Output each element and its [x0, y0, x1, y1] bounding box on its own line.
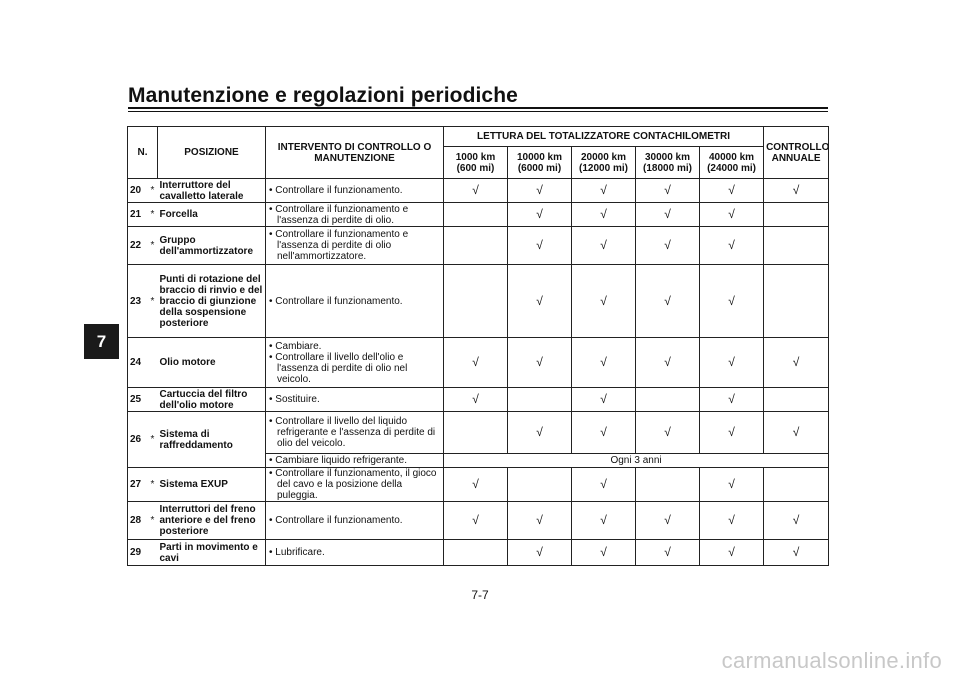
table-row [128, 265, 829, 338]
bullet-icon: • [269, 229, 276, 240]
check-cell [636, 540, 700, 566]
row-star: * [148, 265, 158, 338]
check-cell [508, 338, 572, 388]
row-position: Punti di rotazione del braccio di rinvio e del braccio di giunzione della sospensione posteriore [158, 265, 266, 338]
action-item [268, 352, 441, 385]
row-star: * [148, 502, 158, 540]
check-mark-icon: √ [536, 238, 543, 252]
table-row [128, 412, 829, 454]
check-mark-icon: √ [472, 355, 479, 369]
check-cell [700, 338, 764, 388]
check-mark-icon: √ [600, 355, 607, 369]
check-mark-icon: √ [600, 513, 607, 527]
check-cell [572, 179, 636, 203]
bullet-icon: • [269, 295, 276, 307]
row-position: Olio motore [158, 338, 266, 388]
table-row [128, 540, 829, 566]
check-cell [636, 388, 700, 412]
check-mark-icon: √ [728, 513, 735, 527]
check-mark-icon: √ [664, 293, 671, 308]
bullet-icon: • [269, 185, 276, 196]
check-mark-icon: √ [600, 238, 607, 252]
interval-mi: (24000 mi) [707, 162, 756, 174]
action-item [268, 341, 441, 352]
check-cell [764, 502, 829, 540]
action-text: Controllare il funzionamento, il gioco del cavo e la posizione della puleggia. [275, 468, 437, 501]
table-row [128, 388, 829, 412]
bullet-icon: • [269, 416, 276, 427]
check-cell [700, 502, 764, 540]
check-cell [572, 227, 636, 265]
check-cell [508, 502, 572, 540]
check-cell [700, 265, 764, 338]
check-cell [764, 412, 829, 454]
bullet-icon: • [269, 340, 276, 352]
check-cell [636, 468, 700, 502]
check-cell [444, 179, 508, 203]
interval-km: 40000 km [709, 151, 755, 163]
check-mark-icon: √ [728, 425, 735, 439]
table-row [128, 338, 829, 388]
row-star: * [148, 412, 158, 468]
check-mark-icon: √ [728, 293, 735, 308]
table-row [128, 227, 829, 265]
header-interval-2 [572, 147, 636, 179]
check-cell [572, 338, 636, 388]
check-cell [572, 388, 636, 412]
check-mark-icon: √ [728, 183, 735, 197]
row-number: 21 [128, 203, 148, 227]
check-cell [764, 227, 829, 265]
check-cell [764, 468, 829, 502]
check-cell [508, 540, 572, 566]
check-mark-icon: √ [664, 513, 671, 527]
check-mark-icon: √ [728, 355, 735, 369]
header-interval-1 [508, 147, 572, 179]
row-number: 25 [128, 388, 148, 412]
action-text: Lubrificare. [275, 547, 325, 558]
check-cell [444, 203, 508, 227]
interval-mi: (18000 mi) [643, 162, 692, 174]
check-mark-icon: √ [728, 477, 735, 491]
check-mark-icon: √ [600, 392, 607, 406]
row-number: 29 [128, 540, 148, 566]
action-item [268, 547, 441, 558]
row-actions [266, 502, 444, 540]
check-cell [764, 203, 829, 227]
check-mark-icon: √ [536, 513, 543, 527]
action-text: Controllare il funzionamento e l'assenza di perdite di olio. [275, 203, 409, 226]
check-cell [636, 412, 700, 454]
action-item [268, 394, 441, 405]
row-position: Cartuccia del filtro dell'olio motore [158, 388, 266, 412]
check-cell [508, 412, 572, 454]
check-mark-icon: √ [600, 425, 607, 439]
check-mark-icon: √ [728, 392, 735, 406]
row-number: 26 [128, 412, 148, 468]
interval-km: 10000 km [516, 151, 563, 163]
check-mark-icon: √ [664, 425, 671, 439]
check-mark-icon: √ [664, 355, 671, 369]
check-cell [764, 265, 829, 338]
bullet-icon: • [269, 468, 276, 479]
check-cell [700, 203, 764, 227]
check-cell [572, 540, 636, 566]
row-number: 23 [128, 265, 148, 338]
row-number: 22 [128, 227, 148, 265]
row-actions [266, 179, 444, 203]
check-mark-icon: √ [792, 425, 800, 439]
check-cell [700, 468, 764, 502]
header-interval-0 [444, 147, 508, 179]
row-star [148, 388, 158, 412]
page-number: 7-7 [471, 588, 489, 602]
check-cell [444, 338, 508, 388]
row-star: * [148, 227, 158, 265]
header-n: N. [128, 127, 158, 179]
bullet-icon: • [269, 455, 276, 466]
table-row [128, 468, 829, 502]
check-cell [572, 412, 636, 454]
action-item [268, 204, 441, 226]
table-row [128, 502, 829, 540]
check-mark-icon: √ [472, 392, 479, 406]
check-mark-icon: √ [472, 183, 479, 197]
row-position: Interruttori del freno anteriore e del freno posteriore [158, 502, 266, 540]
action-text: Cambiare liquido refrigerante. [275, 455, 408, 466]
check-mark-icon: √ [792, 545, 800, 559]
action-text: Sostituire. [275, 394, 320, 405]
row-star: * [148, 179, 158, 203]
check-cell [508, 468, 572, 502]
row-star [148, 540, 158, 566]
check-cell [764, 179, 829, 203]
check-mark-icon: √ [600, 207, 607, 221]
row-actions [266, 265, 444, 338]
row-actions [266, 412, 444, 454]
bullet-icon: • [269, 547, 276, 558]
header-annual-line2: ANNUALE [771, 152, 821, 164]
header-position: POSIZIONE [158, 127, 266, 179]
check-mark-icon: √ [792, 355, 800, 369]
action-text: Controllare il funzionamento e l'assenza di perdite di olio nell'ammortizzatore. [275, 229, 409, 262]
bullet-icon: • [269, 203, 276, 215]
check-cell [444, 540, 508, 566]
action-text: Controllare il funzionamento. [275, 295, 403, 307]
check-mark-icon: √ [792, 513, 800, 527]
check-mark-icon: √ [792, 183, 800, 197]
check-cell [636, 338, 700, 388]
check-cell [636, 502, 700, 540]
page-title: Manutenzione e regolazioni periodiche [128, 84, 518, 107]
check-cell [636, 227, 700, 265]
action-text: Controllare il livello del liquido refrigerante e l'assenza di perdite di olio del veicolo. [275, 416, 436, 449]
interval-mi: (600 mi) [456, 162, 495, 174]
check-mark-icon: √ [536, 293, 543, 308]
header-odometer: LETTURA DEL TOTALIZZATORE CONTACHILOMETRI [444, 127, 764, 147]
check-mark-icon: √ [664, 545, 671, 559]
row-position: Gruppo dell'ammortizzatore [158, 227, 266, 265]
check-cell [444, 388, 508, 412]
row-position: Interruttore del cavalletto laterale [158, 179, 266, 203]
row-actions [266, 454, 444, 468]
title-rule-thin [128, 111, 828, 112]
check-cell [700, 179, 764, 203]
action-text: Controllare il livello dell'olio e l'assenza di perdite di olio nel veicolo. [275, 351, 408, 385]
row-star: * [148, 203, 158, 227]
table-row [128, 203, 829, 227]
check-mark-icon: √ [536, 183, 543, 197]
action-item [268, 455, 441, 466]
check-cell [508, 203, 572, 227]
header-annual [764, 127, 829, 179]
action-item [268, 515, 441, 526]
header-interval-4 [700, 147, 764, 179]
check-mark-icon: √ [664, 238, 671, 252]
check-cell [636, 179, 700, 203]
check-cell [508, 388, 572, 412]
bullet-icon: • [269, 515, 276, 526]
row-actions [266, 388, 444, 412]
action-text: Controllare il funzionamento. [275, 185, 403, 196]
check-cell [444, 265, 508, 338]
action-text: Cambiare. [275, 340, 322, 352]
check-cell [444, 468, 508, 502]
check-cell [700, 388, 764, 412]
check-mark-icon: √ [536, 355, 543, 369]
row-actions [266, 203, 444, 227]
check-cell [636, 265, 700, 338]
interval-km: 30000 km [644, 151, 691, 163]
action-item [268, 296, 441, 307]
check-mark-icon: √ [664, 183, 671, 197]
check-cell [764, 540, 829, 566]
check-cell [444, 227, 508, 265]
check-mark-icon: √ [600, 477, 607, 491]
check-mark-icon: √ [728, 545, 735, 559]
action-item [268, 185, 441, 196]
check-mark-icon: √ [472, 477, 479, 491]
check-cell [572, 502, 636, 540]
check-mark-icon: √ [600, 545, 607, 559]
check-mark-icon: √ [664, 207, 671, 221]
table-row [128, 179, 829, 203]
check-cell [700, 540, 764, 566]
check-cell [636, 203, 700, 227]
row-number: 24 [128, 338, 148, 388]
check-cell [572, 203, 636, 227]
row-number: 28 [128, 502, 148, 540]
row-number: 20 [128, 179, 148, 203]
interval-note: Ogni 3 anni [444, 454, 829, 468]
header-action: INTERVENTO DI CONTROLLO O MANUTENZIONE [266, 127, 444, 179]
check-cell [444, 412, 508, 454]
interval-mi: (6000 mi) [517, 162, 562, 174]
maintenance-table [127, 126, 829, 566]
check-cell [764, 338, 829, 388]
row-position: Parti in movimento e cavi [158, 540, 266, 566]
check-cell [700, 227, 764, 265]
interval-km: 1000 km [455, 151, 496, 163]
check-mark-icon: √ [536, 545, 543, 559]
row-actions [266, 468, 444, 502]
watermark: carmanualsonline.info [721, 648, 942, 673]
header-interval-3 [636, 147, 700, 179]
row-position: Forcella [158, 203, 266, 227]
row-star [148, 338, 158, 388]
check-cell [508, 227, 572, 265]
check-mark-icon: √ [728, 238, 735, 252]
check-cell [572, 468, 636, 502]
header-annual-line1: CONTROLLO [766, 141, 830, 153]
action-item [268, 416, 441, 449]
row-position: Sistema EXUP [158, 468, 266, 502]
row-actions [266, 540, 444, 566]
interval-mi: (12000 mi) [579, 162, 628, 174]
check-cell [444, 502, 508, 540]
chapter-tab: 7 [84, 324, 119, 359]
check-cell [508, 179, 572, 203]
action-text: Controllare il funzionamento. [275, 515, 403, 526]
row-number: 27 [128, 468, 148, 502]
check-mark-icon: √ [728, 207, 735, 221]
check-mark-icon: √ [536, 207, 543, 221]
interval-km: 20000 km [580, 151, 627, 163]
check-mark-icon: √ [600, 183, 607, 197]
action-item [268, 229, 441, 262]
check-mark-icon: √ [600, 293, 607, 308]
check-mark-icon: √ [472, 513, 479, 527]
title-rule [128, 107, 828, 109]
row-position: Sistema di raffreddamento [158, 412, 266, 468]
row-actions [266, 338, 444, 388]
check-cell [764, 388, 829, 412]
check-mark-icon: √ [536, 425, 543, 439]
row-actions [266, 227, 444, 265]
check-cell [700, 412, 764, 454]
row-star: * [148, 468, 158, 502]
bullet-icon: • [269, 394, 276, 405]
check-cell [572, 265, 636, 338]
check-cell [508, 265, 572, 338]
action-item [268, 468, 441, 501]
bullet-icon: • [269, 351, 276, 363]
